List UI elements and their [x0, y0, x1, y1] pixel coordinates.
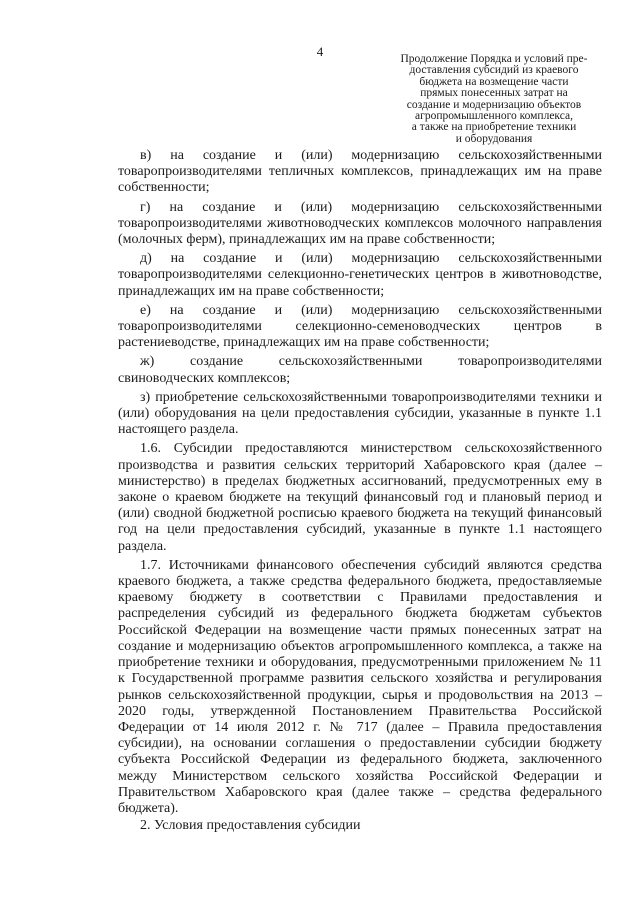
- header-note-line: агропромышленного комплекса,: [415, 110, 573, 123]
- header-note-line: создание и модернизацию объектов: [406, 98, 582, 111]
- paragraph-z: з) приобретение сельскохозяйственными товаропроизводителями техники и (или) оборудования на цели предоставления субсидии, указанные в пункте 1.1 настоящего раздела.: [118, 389, 602, 438]
- paragraph-1-7: 1.7. Источниками финансового обеспечения субсидий являются средства краевого бюджета, а также средства федерального бюджета, предоставляемые краевому бюджету в соответствии с Правилами предоставления и распределения субсидий из федерального бюджета бюджетам субъектов Российской Федерации на возмещение части прямых понесенных затрат на создание и модернизацию объектов агропромышленного комплекса, а также на приобретение техники и оборудования, предусмотренными приложением № 11 к Государственной программе развития сельского хозяйства и регулирования рынков сельскохозяйственной продукции, сырья и продовольствия на 2013 – 2020 годы, утвержденной Постановлением Правительства Российской Федерации от 14 июля 2012 г. № 717 (далее – Правила предоставления субсидии), на основании соглашения о предоставлении субсидии бюджету субъекта Российской Федерации из федерального бюджета, заключенного между Министерством сельского хозяйства Российской Федерации и Правительством Хабаровского края (далее также – средства федерального бюджета).: [118, 557, 602, 816]
- page-number: 4: [316, 44, 324, 59]
- header-note: [388, 54, 600, 145]
- header-note-line: а также на приобретение техники: [411, 121, 577, 134]
- section-title: 2. Условия предоставления субсидии: [140, 818, 361, 833]
- paragraph-g: г) на создание и (или) модернизацию сельскохозяйственными товаропроизводителями животноводческих комплексов молочного направления (молочных ферм), принадлежащих им на праве собственности;: [118, 199, 602, 248]
- paragraph-d: д) на создание и (или) модернизацию сельскохозяйственными товаропроизводителями селекционно-генетических центров в животноводстве, принадлежащих им на праве собственности;: [118, 251, 602, 299]
- paragraph-v: в) на создание и (или) модернизацию сельскохозяйственными товаропроизводителями тепличных комплексов, принадлежащих им на праве собственности;: [118, 148, 602, 196]
- body-text: [118, 148, 602, 820]
- header-note-line: доставления субсидий из краевого: [409, 64, 579, 77]
- paragraph-1-6: 1.6. Субсидии предоставляются министерством сельскохозяйственного производства и развития сельских территорий Хабаровского края (далее – министерство) в пределах бюджетных ассигнований, предусмотренных ему в законе о краевом бюджете на текущий финансовый год и плановый период и (или) сводной бюджетной росписью краевого бюджета на текущий финансовый год на цели предоставления субсидий, указанные в пункте 1.1 настоящего раздела.: [118, 441, 602, 554]
- header-note-line: и оборудования: [455, 132, 533, 145]
- header-note-line: Продолжение Порядка и условий пре-: [400, 53, 588, 65]
- header-note-line: бюджета на возмещение части: [419, 75, 569, 88]
- paragraph-zh: ж) создание сельскохозяйственными товаропроизводителями свиноводческих комплексов;: [118, 354, 602, 386]
- paragraph-e: е) на создание и (или) модернизацию сельскохозяйственными товаропроизводителями селекционно-семеноводческих центров в растениеводстве, принадлежащих им на праве собственности;: [118, 302, 602, 351]
- header-note-line: прямых понесенных затрат на: [420, 87, 568, 100]
